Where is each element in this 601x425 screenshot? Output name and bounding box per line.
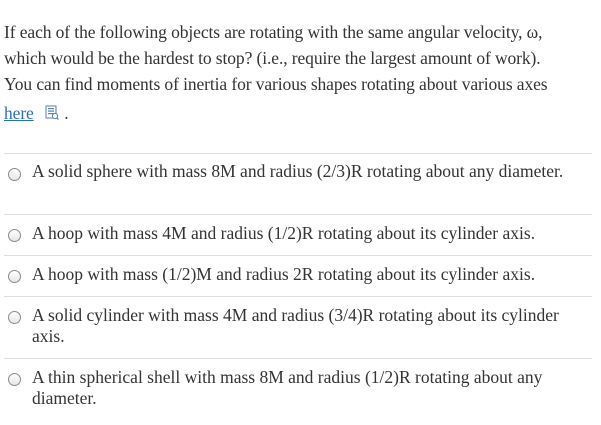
option-1[interactable] <box>4 153 592 214</box>
option-3[interactable] <box>4 255 592 297</box>
option-2[interactable] <box>4 214 592 256</box>
question-line-1: If each of the following objects are rotating with the same angular velocity, ω, <box>4 22 543 42</box>
radio-option-3[interactable] <box>8 270 21 283</box>
moments-of-inertia-link[interactable]: here <box>4 103 34 123</box>
option-2-label: A hoop with mass 4M and radius (1/2)R rotating about its cylinder axis. <box>32 223 536 243</box>
radio-option-2[interactable] <box>8 229 21 242</box>
option-4-label: A solid cylinder with mass 4M and radius (3/4)R rotating about its cylinder axis. <box>32 305 559 346</box>
question-line-3: You can find moments of inertia for various shapes rotating about various axes <box>4 74 548 94</box>
radio-option-4[interactable] <box>8 311 21 324</box>
option-1-label: A solid sphere with mass 8M and radius (2/3)R rotating about any diameter. <box>32 161 564 181</box>
radio-option-5[interactable] <box>8 373 21 386</box>
radio-option-1[interactable] <box>8 168 21 181</box>
question-line-4 <box>4 100 69 126</box>
option-5[interactable] <box>4 358 592 421</box>
option-5-label: A thin spherical shell with mass 8M and radius (1/2)R rotating about any diameter. <box>32 367 543 408</box>
option-3-label: A hoop with mass (1/2)M and radius 2R rotating about its cylinder axis. <box>32 264 536 284</box>
question-line-2: which would be the hardest to stop? (i.e., require the largest amount of work). <box>4 48 541 68</box>
external-resource-icon[interactable] <box>44 101 59 117</box>
trailing-period: . <box>64 103 69 123</box>
option-4[interactable] <box>4 296 592 359</box>
